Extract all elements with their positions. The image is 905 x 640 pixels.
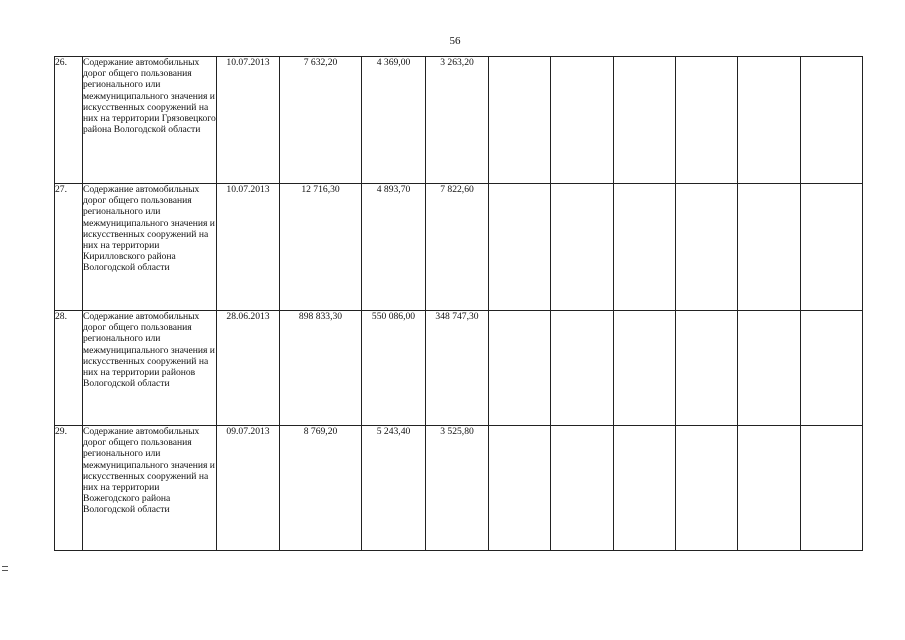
row-part2: 3 263,20 [426,57,489,184]
row-number: 27. [55,184,83,311]
page-number: 56 [449,35,461,47]
row-part1: 4 369,00 [362,57,426,184]
empty-cell [738,426,801,551]
data-table [54,56,863,551]
row-date: 10.07.2013 [217,57,280,184]
empty-cell [614,184,676,311]
row-part2: 3 525,80 [426,426,489,551]
row-description: Содержание автомобильных дорог общего пользования регионального или межмуниципального значения и искусственных сооружений на них на территории районов Вологодской области [83,311,217,426]
empty-cell [551,57,614,184]
row-part1: 5 243,40 [362,426,426,551]
empty-cell [614,57,676,184]
row-number: 26. [55,57,83,184]
empty-cell [676,57,738,184]
row-total: 7 632,20 [280,57,362,184]
empty-cell [489,311,551,426]
empty-cell [489,57,551,184]
row-total: 12 716,30 [280,184,362,311]
row-total: 898 833,30 [280,311,362,426]
row-number: 28. [55,311,83,426]
row-date: 09.07.2013 [217,426,280,551]
table-row [55,184,863,311]
row-part1: 550 086,00 [362,311,426,426]
row-description: Содержание автомобильных дорог общего пользования регионального или межмуниципального значения и искусственных сооружений на них на территории Вожегодского района Вологодской области [83,426,217,551]
row-part2: 348 747,30 [426,311,489,426]
empty-cell [489,426,551,551]
empty-cell [738,184,801,311]
row-part1: 4 893,70 [362,184,426,311]
empty-cell [801,426,863,551]
table-row [55,57,863,184]
row-total: 8 769,20 [280,426,362,551]
empty-cell [489,184,551,311]
empty-cell [676,311,738,426]
row-description: Содержание автомобильных дорог общего пользования регионального или межмуниципального значения и искусственных сооружений на них на территории Кирилловского района Вологодской области [83,184,217,311]
row-number: 29. [55,426,83,551]
empty-cell [738,311,801,426]
empty-cell [738,57,801,184]
empty-cell [801,311,863,426]
margin-mark [2,566,8,574]
row-part2: 7 822,60 [426,184,489,311]
table-row [55,311,863,426]
empty-cell [801,184,863,311]
row-date: 10.07.2013 [217,184,280,311]
empty-cell [551,311,614,426]
row-description: Содержание автомобильных дорог общего пользования регионального или межмуниципального значения и искусственных сооружений на них на территории Грязовецкого района Вологодской области [83,57,217,184]
empty-cell [614,311,676,426]
empty-cell [676,426,738,551]
empty-cell [801,57,863,184]
table-row [55,426,863,551]
row-date: 28.06.2013 [217,311,280,426]
empty-cell [551,184,614,311]
empty-cell [614,426,676,551]
empty-cell [676,184,738,311]
empty-cell [551,426,614,551]
